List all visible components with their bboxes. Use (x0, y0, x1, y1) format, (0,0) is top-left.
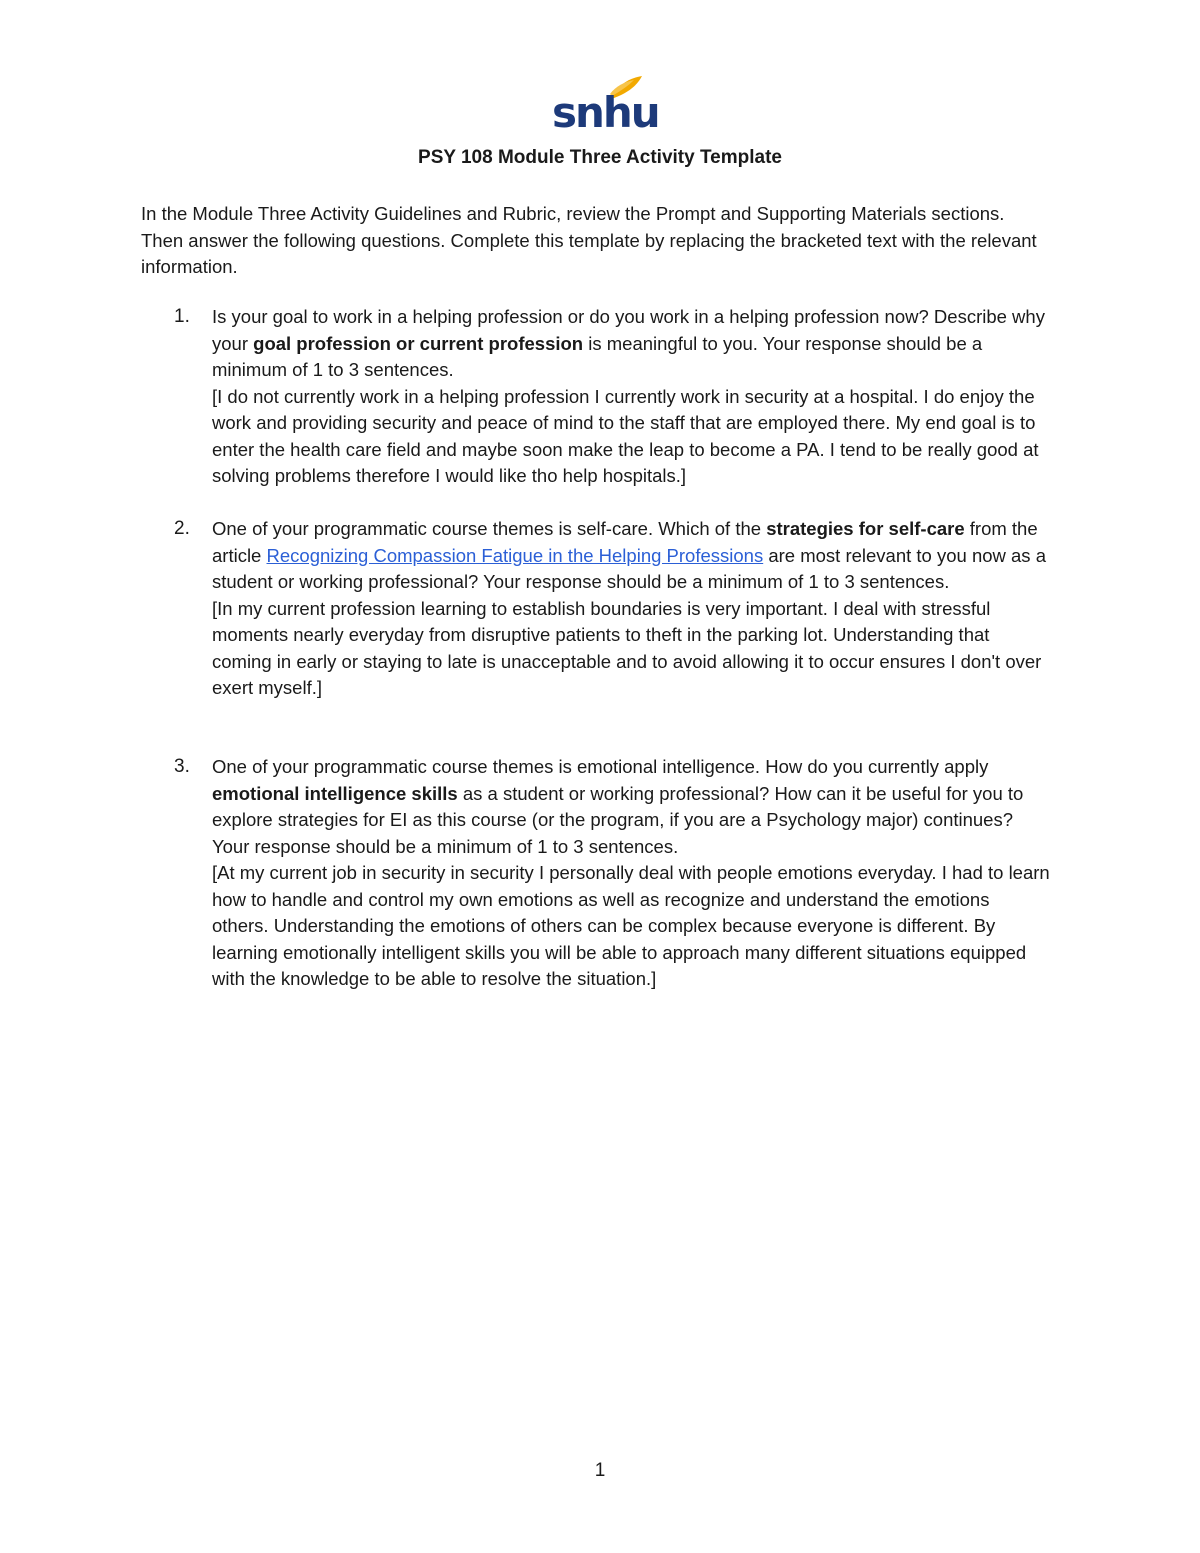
answer-text: [I do not currently work in a helping profession I currently work in security at a hospital. I do enjoy the work and providing security and peace of mind to the staff that are employed there. My end goal is to enter the health care field and maybe soon make the leap to become a PA. I tend to be really good at solving problems therefore I would like tho help hospitals.] (212, 385, 1039, 486)
question-prompt (212, 754, 1051, 860)
prompt-text: from the article (212, 518, 1038, 566)
prompt-bold-text: strategies for self-care (766, 518, 965, 539)
page-number: 1 (594, 1460, 606, 1481)
question-body (212, 304, 1051, 490)
prompt-bold-text: emotional intelligence skills (212, 782, 458, 804)
question-item (141, 304, 1051, 490)
prompt-text: is meaningful to you. Your response should be a minimum of 1 to 3 sentences. (212, 332, 983, 380)
question-prompt (212, 304, 1051, 384)
question-number: 1. (174, 306, 190, 327)
document-title: PSY 108 Module Three Activity Template (418, 147, 782, 168)
intro-paragraph: In the Module Three Activity Guidelines and Rubric, review the Prompt and Supporting Materials sections. Then answer the following questions. Complete this template by replacing the bracketed text with the relevant information. (141, 203, 1037, 277)
prompt-text: One of your programmatic course themes is self-care. Which of the (212, 518, 767, 539)
question-item (141, 516, 1051, 702)
answer-text: [In my current profession learning to establish boundaries is very important. I deal with stressful moments nearly everyday from disruptive patients to theft in the parking lot. Understanding that coming in early or staying to late is unacceptable and to avoid allowing it to occur ensures I don't over exert myself.] (212, 597, 1042, 698)
prompt-text: Is your goal to work in a helping profession or do you work in a helping profession now? Describe why your (212, 306, 1045, 354)
snhu-logo (552, 74, 659, 137)
question-number: 2. (174, 518, 190, 539)
question-body (212, 754, 1051, 993)
question-number: 3. (174, 756, 190, 777)
question-prompt (212, 516, 1051, 596)
prompt-bold-text: goal profession or current profession (253, 332, 584, 354)
prompt-text: as a student or working professional? How can it be useful for you to explore strategies for EI as this course (or the program, if you are a Psychology major) continues? Your response should be a minimum of 1 to 3 sentences. (212, 782, 1024, 857)
question-item (141, 754, 1051, 993)
answer-text: [At my current job in security in security I personally deal with people emotions everyday. I had to learn how to handle and control my own emotions as well as recognize and understand the emotions others. Understanding the emotions of others can be complex because everyone is different. By learning emotionally intelligent skills you will be able to approach many different situations equipped with the knowledge to be able to resolve the situation.] (212, 862, 1050, 989)
article-link[interactable]: Recognizing Compassion Fatigue in the Helping Professions (266, 544, 764, 566)
logo-wordmark: snhu (552, 88, 659, 137)
question-body (212, 516, 1051, 702)
prompt-text: are most relevant to you now as a student or working professional? Your response should be a minimum of 1 to 3 sentences. (212, 544, 1046, 592)
prompt-text: One of your programmatic course themes is emotional intelligence. How do you currently apply (212, 756, 989, 777)
